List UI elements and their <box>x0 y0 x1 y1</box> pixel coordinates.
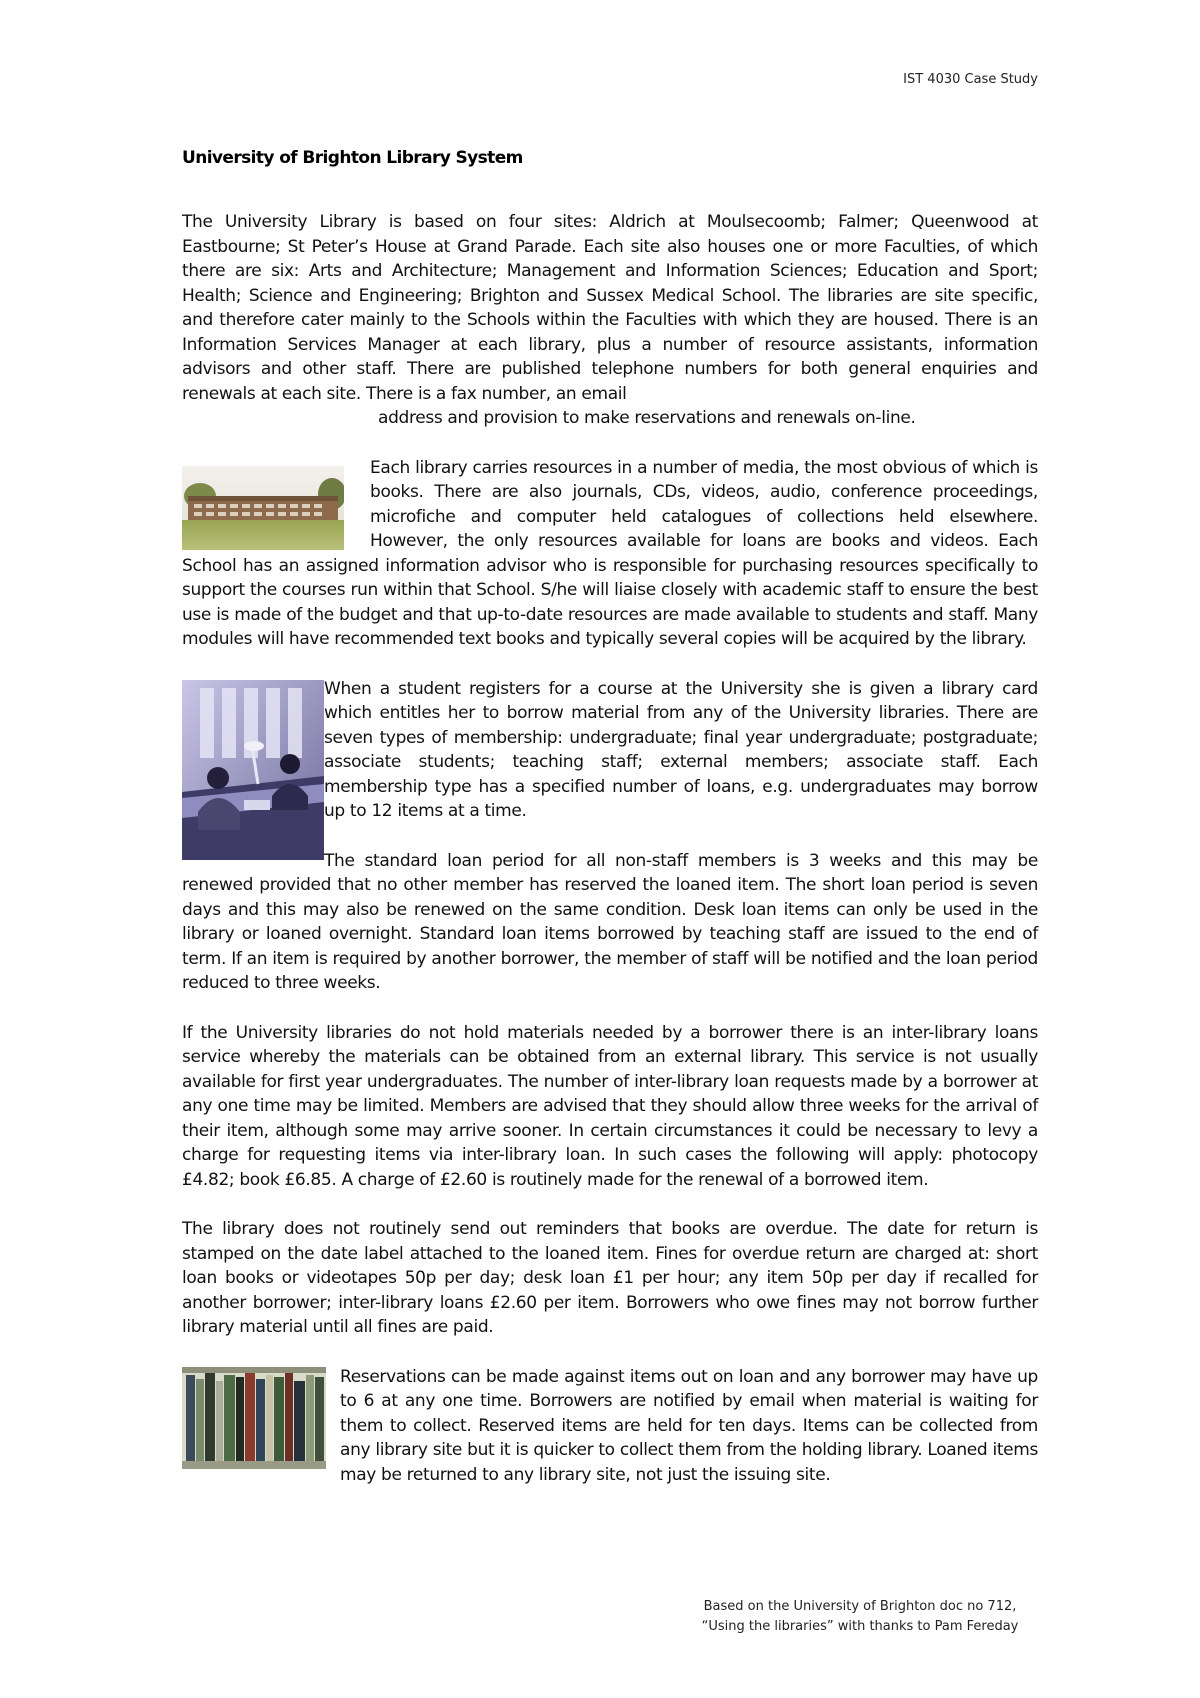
paragraph-inter-library: If the University libraries do not hold materials needed by a borrower there is an inter-library loans service whereby the materials can be obtained from an external library. This service is not usually available for first year undergraduates. The number of inter-library loan requests made by a borrower at any one time may be limited. Members are advised that they should allow three weeks for the arrival of their item, although some may arrive sooner. In certain circumstances it could be necessary to levy a charge for requesting items via inter-library loan. In such cases the following will apply: photocopy £4.82; book £6.85. A charge of £2.60 is routinely made for the renewal of a borrowed item. <box>182 1022 1038 1190</box>
paragraph-reservations: Reservations can be made against items out on loan and any borrower may have up to 6 at any one time. Borrowers are notified by email when material is waiting for them to collect. Reserved items are held for ten days. Items can be collected from any library site but it is quicker to collect them from the holding library. Loaned items may be returned to any library site, not just the issuing site. <box>340 1366 1038 1485</box>
bookshelf-photo <box>182 1367 326 1469</box>
paragraph-loan-periods: The standard loan period for all non-staff members is 3 weeks and this may be renewed provided that no other member has reserved the loaned item. The short loan period is seven days and this may also be renewed on the same condition. Desk loan items can only be used in the library or loaned overnight. Standard loan items borrowed by teaching staff are issued to the end of term. If an item is required by another borrower, the member of staff will be notified and the loan period reduced to three weeks. <box>182 850 1038 993</box>
footer-line-2: “Using the libraries” with thanks to Pam Fereday <box>701 1619 1019 1634</box>
footer-attribution <box>680 1597 1040 1637</box>
header-course-code: IST 4030 Case Study <box>903 72 1038 87</box>
footer-line-1: Based on the University of Brighton doc no 712, <box>703 1599 1017 1614</box>
paragraph-membership: When a student registers for a course at the University she is given a library card which entitles her to borrow material from any of the University libraries. There are seven types of membership: undergraduate; final year undergraduate; postgraduate; associate students; teaching staff; external members; associate staff. Each membership type has a specified number of loans, e.g. undergraduates may borrow up to 12 items at a time. <box>324 678 1038 821</box>
paragraph-sites-tail: address and provision to make reservations and renewals on-line. <box>378 408 916 428</box>
paragraph-fines <box>182 1217 1038 1340</box>
document-body <box>182 148 1038 1512</box>
students-studying-photo <box>182 680 324 860</box>
document-title: University of Brighton Library System <box>182 148 523 168</box>
paragraph-fines-text: The library does not routinely send out reminders that books are overdue. The date for return is stamped on the date label attached to the loaned item. Fines for overdue return are charged at: short loan books or videotapes 50p per day; desk loan £1 per hour; any item 50p per day if recalled for another borrower; inter-library loans £2.60 per item. Borrowers who owe fines may not borrow further library material until all fines are paid. <box>182 1219 1038 1337</box>
paragraph-resources: Each library carries resources in a number of media, the most obvious of which is books. There are also journals, CDs, videos, audio, conference proceedings, microfiche and computer held catalogues of collections held elsewhere. However, the only resources available for loans are books and videos. Each School has an assigned information advisor who is responsible for purchasing resources specifically to support the courses run within that School. S/he will liaise closely with academic staff to ensure the best use is made of the budget and that up-to-date resources are made available to students and staff. Many modules will have recommended text books and typically several copies will be acquired by the library. <box>182 457 1038 649</box>
library-building-photo <box>182 466 344 550</box>
paragraph-sites-text: The University Library is based on four sites: Aldrich at Moulsecoomb; Falmer; Queenwood at Eastbourne; St Peter’s House at Grand Parade. Each site also houses one or more Faculties, of which there are six: Arts and Architecture; Management and Information Sciences; Education and Sport; Health; Science and Engineering; Brighton and Sussex Medical School. The libraries are site specific, and therefore cater mainly to the Schools within the Faculties with which they are housed. There is an Information Services Manager at each library, plus a number of resource assistants, information advisors and other staff. There are published telephone numbers for both general enquiries and renewals at each site. There is a fax number, an email <box>182 212 1038 404</box>
paragraph-sites <box>182 210 1038 431</box>
